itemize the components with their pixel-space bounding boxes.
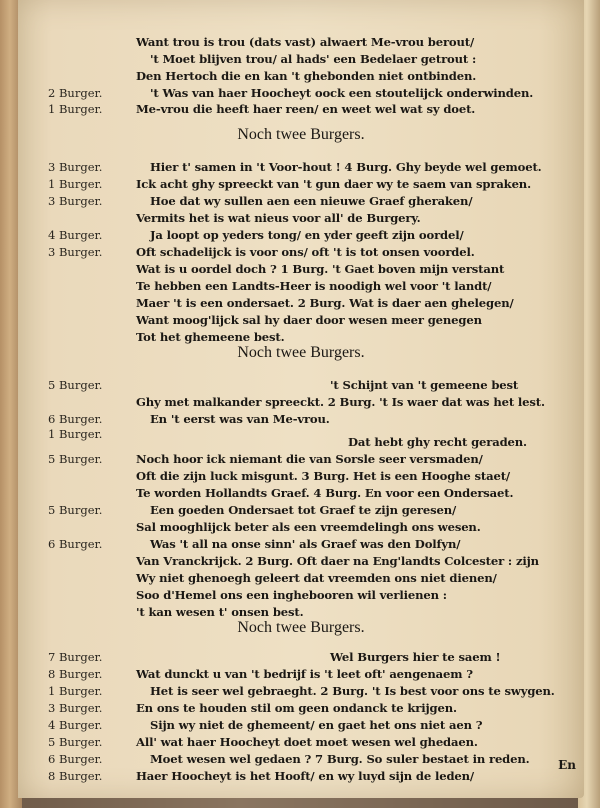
verse-text: All' wat haer Hoocheyt doet moet wesen wel ghedaen.	[136, 735, 478, 749]
section-heading: Noch twee Burgers.	[237, 619, 365, 636]
speaker-label: 8 Burger.	[48, 667, 103, 681]
verse-line	[18, 535, 584, 553]
speaker-label: 4 Burger.	[48, 228, 103, 242]
verse-line	[18, 33, 584, 51]
book-page	[18, 0, 584, 798]
verse-line	[18, 260, 584, 278]
speaker-label: 5 Burger.	[48, 735, 103, 749]
verse-text: 't Schijnt van 't gemeene best	[330, 378, 519, 392]
verse-text: Me-vrou die heeft haer reen/ en weet wel wat sy doet.	[136, 102, 476, 116]
verse-line	[18, 209, 584, 227]
verse-text: Wy niet ghenoegh geleert dat vreemden ons niet dienen/	[136, 571, 497, 585]
verse-line	[18, 767, 584, 785]
verse-line	[18, 716, 584, 734]
verse-text: Vermits het is wat nieus voor all' de Burgery.	[136, 211, 421, 225]
verse-line	[18, 175, 584, 193]
verse-text: Oft schadelijck is voor ons/ oft 't is tot onsen voordel.	[136, 245, 475, 259]
verse-text: Dat hebt ghy recht geraden.	[348, 435, 527, 449]
verse-text: Want trou is trou (dats vast) alwaert Me-vrou berout/	[136, 35, 475, 49]
speaker-label: 6 Burger.	[48, 412, 103, 426]
verse-line	[18, 665, 584, 683]
speaker-label: 3 Burger.	[48, 160, 103, 174]
verse-text: Hier t' samen in 't Voor-hout ! 4 Burg. Ghy beyde wel gemoet.	[150, 160, 542, 174]
verse-text: Een goeden Ondersaet tot Graef te zijn geresen/	[150, 503, 457, 517]
speaker-label: 6 Burger.	[48, 537, 103, 551]
speaker-label: 7 Burger.	[48, 650, 103, 664]
catchword: En	[558, 758, 576, 772]
verse-line	[18, 393, 584, 411]
verse-line	[18, 376, 584, 394]
verse-line	[18, 586, 584, 604]
verse-line	[18, 294, 584, 312]
verse-text: Soo d'Hemel ons een inghebooren wil verlienen :	[136, 588, 447, 602]
verse-line	[18, 484, 584, 502]
verse-line	[18, 569, 584, 587]
verse-text: Wel Burgers hier te saem !	[330, 650, 501, 664]
verse-text: Was 't all na onse sinn' als Graef was den Dolfyn/	[150, 537, 461, 551]
section-heading: Noch twee Burgers.	[237, 344, 365, 361]
verse-text: 't Was van haer Hoocheyt oock een stoutelijck onderwinden.	[150, 86, 534, 100]
speaker-label: 5 Burger.	[48, 378, 103, 392]
verse-line	[18, 733, 584, 751]
verse-text: Noch hoor ick niemant die van Sorsle seer versmaden/	[136, 452, 483, 466]
verse-line	[18, 750, 584, 768]
speaker-label: 1 Burger.	[48, 177, 103, 191]
verse-text: 't Moet blijven trou/ al hads' een Bedelaer getrout :	[150, 52, 477, 66]
verse-line	[18, 648, 584, 666]
verse-line	[18, 552, 584, 570]
verse-text: Want moog'lijck sal hy daer door wesen meer genegen	[136, 313, 482, 327]
verse-text: Tot het ghemeene best.	[136, 330, 285, 344]
verse-line	[18, 100, 584, 118]
speaker-label: 3 Burger.	[48, 701, 103, 715]
verse-line	[18, 67, 584, 85]
verse-text: Te worden Hollandts Graef. 4 Burg. En voor een Ondersaet.	[136, 486, 514, 500]
verse-text: Wat dunckt u van 't bedrijf is 't leet oft' aengenaem ?	[136, 667, 473, 681]
speaker-label: 1 Burger.	[48, 427, 103, 441]
verse-line	[18, 311, 584, 329]
verse-text: Ick acht ghy spreeckt van 't gun daer wy te saem van spraken.	[136, 177, 531, 191]
verse-line	[18, 682, 584, 700]
verse-text: Oft die zijn luck misgunt. 3 Burg. Het is een Hooghe staet/	[136, 469, 511, 483]
section-heading: Noch twee Burgers.	[237, 126, 365, 143]
speaker-label: 5 Burger.	[48, 452, 103, 466]
speaker-label: 8 Burger.	[48, 769, 103, 783]
speaker-label: 1 Burger.	[48, 102, 103, 116]
verse-text: Sal mooghlijck beter als een vreemdelingh ons wesen.	[136, 520, 481, 534]
speaker-label: 3 Burger.	[48, 245, 103, 259]
verse-line	[18, 192, 584, 210]
verse-text: Hoe dat wy sullen aen een nieuwe Graef gheraken/	[150, 194, 473, 208]
speaker-label: 5 Burger.	[48, 503, 103, 517]
verse-text: Van Vranckrijck. 2 Burg. Oft daer na Eng'landts Colcester : zijn	[136, 554, 539, 568]
speaker-label: 4 Burger.	[48, 718, 103, 732]
speaker-label: 2 Burger.	[48, 86, 103, 100]
verse-line	[18, 699, 584, 717]
verse-text: Haer Hoocheyt is het Hooft/ en wy luyd sijn de leden/	[136, 769, 474, 783]
verse-text: En ons te houden stil om geen ondanck te krijgen.	[136, 701, 457, 715]
verse-text: Te hebben een Landts-Heer is noodigh wel voor 't landt/	[136, 279, 492, 293]
verse-text: Sijn wy niet de ghemeent/ en gaet het ons niet aen ?	[150, 718, 483, 732]
speaker-label: 6 Burger.	[48, 752, 103, 766]
verse-text: Maer 't is een ondersaet. 2 Burg. Wat is daer aen ghelegen/	[136, 296, 514, 310]
verse-line	[18, 243, 584, 261]
verse-line	[18, 433, 584, 451]
verse-line	[18, 518, 584, 536]
speaker-label: 3 Burger.	[48, 194, 103, 208]
verse-line	[18, 277, 584, 295]
verse-text: Wat is u oordel doch ? 1 Burg. 't Gaet boven mijn verstant	[136, 262, 505, 276]
verse-line	[18, 501, 584, 519]
verse-line	[18, 226, 584, 244]
verse-text: Ja loopt op yeders tong/ en yder geeft zijn oordel/	[150, 228, 464, 242]
speaker-label: 1 Burger.	[48, 684, 103, 698]
verse-line	[18, 158, 584, 176]
verse-text: Ghy met malkander spreeckt. 2 Burg. 't Is waer dat was het lest.	[136, 395, 545, 409]
verse-text: 't kan wesen t' onsen best.	[136, 605, 304, 619]
verse-text: En 't eerst was van Me-vrou.	[150, 412, 330, 426]
verse-text: Het is seer wel gebraeght. 2 Burg. 't Is best voor ons te swygen.	[150, 684, 555, 698]
verse-line	[18, 467, 584, 485]
verse-text: Den Hertoch die en kan 't ghebonden niet ontbinden.	[136, 69, 477, 83]
verse-text: Moet wesen wel gedaen ? 7 Burg. So suler bestaet in reden.	[150, 752, 530, 766]
verse-line	[18, 50, 584, 68]
verse-line	[18, 450, 584, 468]
